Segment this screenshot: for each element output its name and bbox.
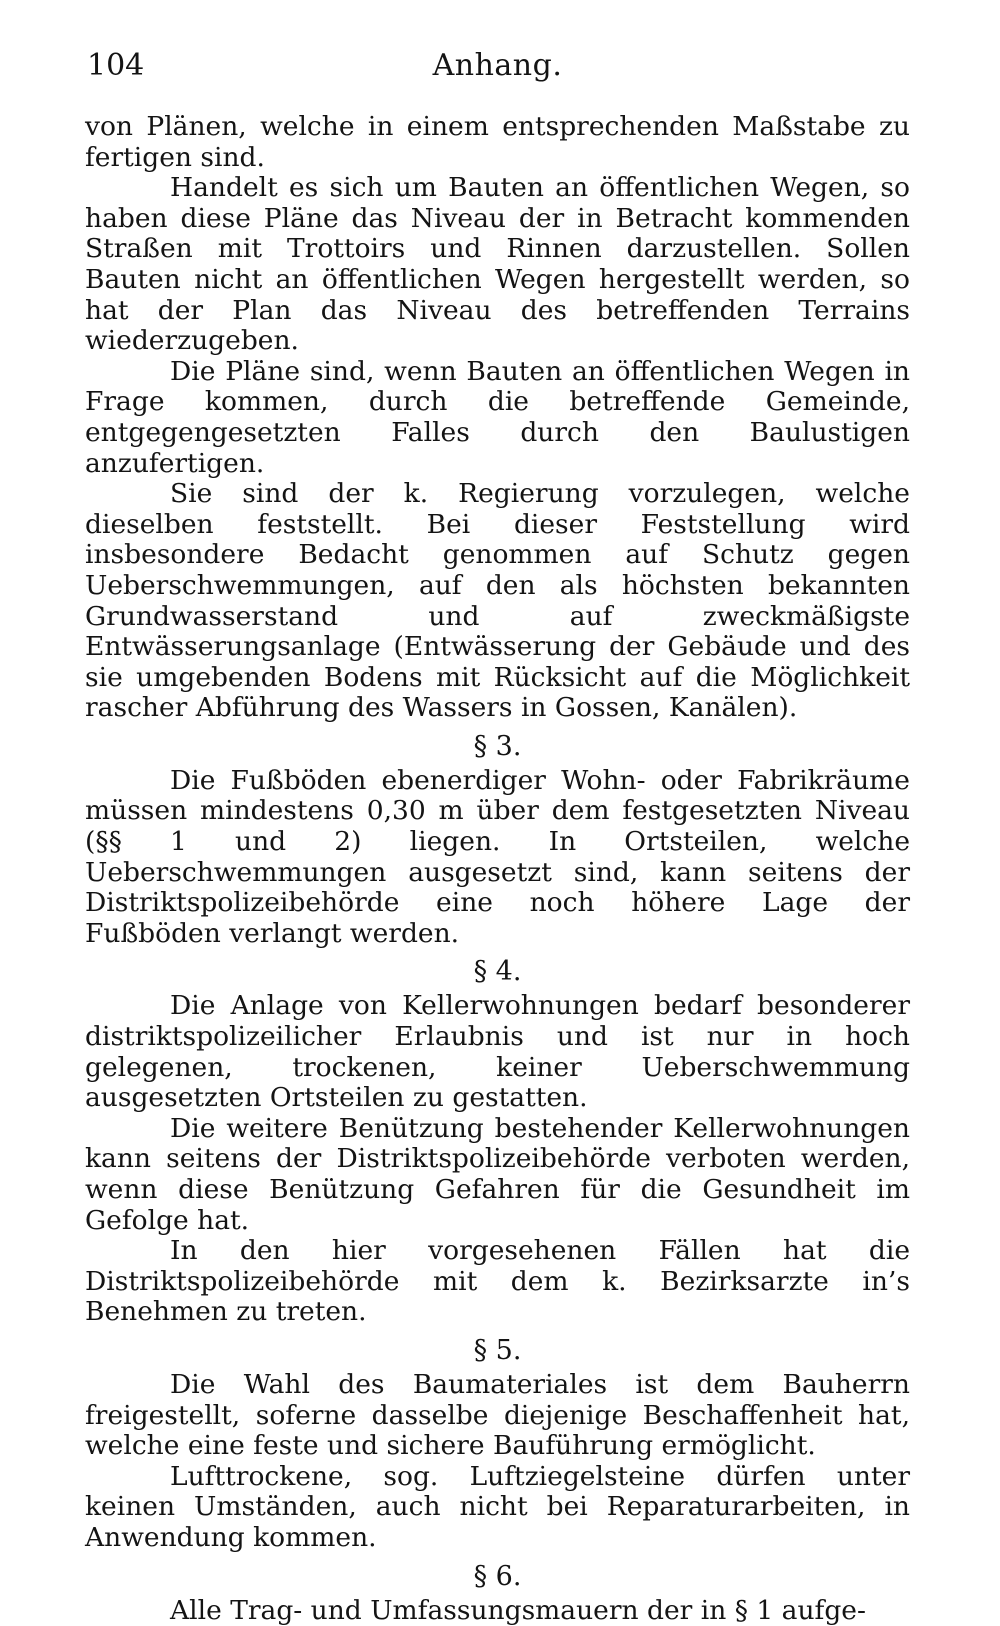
section-heading: § 6. (473, 1560, 522, 1592)
paragraph: Die weitere Benützung bestehender Kellerwohnungen kann seitens der Distriktspolizeibehörde verboten werden, wenn diese Benützung Gefahren für die Gesundheit im Gefolge hat. (85, 1112, 910, 1236)
page-header (85, 40, 910, 92)
section-heading: § 3. (473, 730, 522, 762)
paragraph: In den hier vorgesehenen Fällen hat die Distriktspolizeibehörde mit dem k. Bezirksarzte in’s Benehmen zu treten. (85, 1235, 910, 1328)
paragraph: Lufttrockene, sog. Luftziegelsteine dürfen unter keinen Umständen, auch nicht bei Reparaturarbeiten, in Anwendung kommen. (85, 1460, 910, 1553)
paragraph: Die Pläne sind, wenn Bauten an öffentlichen Wegen in Frage kommen, durch die betreffende Gemeinde, entgegengesetzten Falles durch den Baulustigen anzufertigen. (85, 355, 910, 479)
paragraph: Die Fußböden ebenerdiger Wohn- oder Fabrikräume müssen mindestens 0,30 m über dem festgesetzten Niveau (§§ 1 und 2) liegen. In Ortsteilen, welche Ueberschwemmungen ausgesetzt sind, kann seitens der Distriktspolizeibehörde eine noch höhere Lage der Fußböden verlangt werden. (85, 764, 910, 949)
paragraph: Die Wahl des Baumateriales ist dem Bauherrn freigestellt, soferne dasselbe diejenige Beschaffenheit hat, welche eine feste und sichere Bauführung ermöglicht. (85, 1368, 910, 1462)
section-heading: § 4. (473, 956, 522, 988)
page-body (85, 112, 910, 1626)
paragraph: Handelt es sich um Bauten an öffentlichen Wegen, so haben diese Pläne das Niveau der in Betracht kommenden Straßen mit Trottoirs und Rinnen darzustellen. Sollen Bauten nicht an öffentlichen Wegen hergestellt werden, so hat der Plan das Niveau des betreffenden Terrains wiederzugeben. (85, 172, 910, 357)
paragraph: Sie sind der k. Regierung vorzulegen, welche dieselben feststellt. Bei dieser Feststellung wird insbesondere Bedacht genommen auf Schutz gegen Ueberschwemmungen, auf den als höchsten bekannten Grundwasserstand und auf zweckmäßigste Entwässerungsanlage (Entwässerung der Gebäude und des sie umgebenden Bodens mit Rücksicht auf die Möglichkeit rascher Abführung des Wassers in Gossen, Kanälen). (85, 478, 910, 724)
paragraph: Die Anlage von Kellerwohnungen bedarf besonderer distriktspolizeilicher Erlaubnis und ist nur in hoch gelegenen, trockenen, keiner Ueberschwemmung ausgesetzten Ortsteilen zu gestatten. (85, 990, 910, 1114)
running-head: Anhang. (432, 48, 563, 83)
paragraph: Alle Trag- und Umfassungsmauern der in § 1 aufge- (170, 1594, 866, 1626)
page-number: 104 (87, 48, 145, 83)
section-heading: § 5. (473, 1334, 522, 1366)
paragraph: von Plänen, welche in einem entsprechenden Maßstabe zu fertigen sind. (85, 111, 910, 173)
